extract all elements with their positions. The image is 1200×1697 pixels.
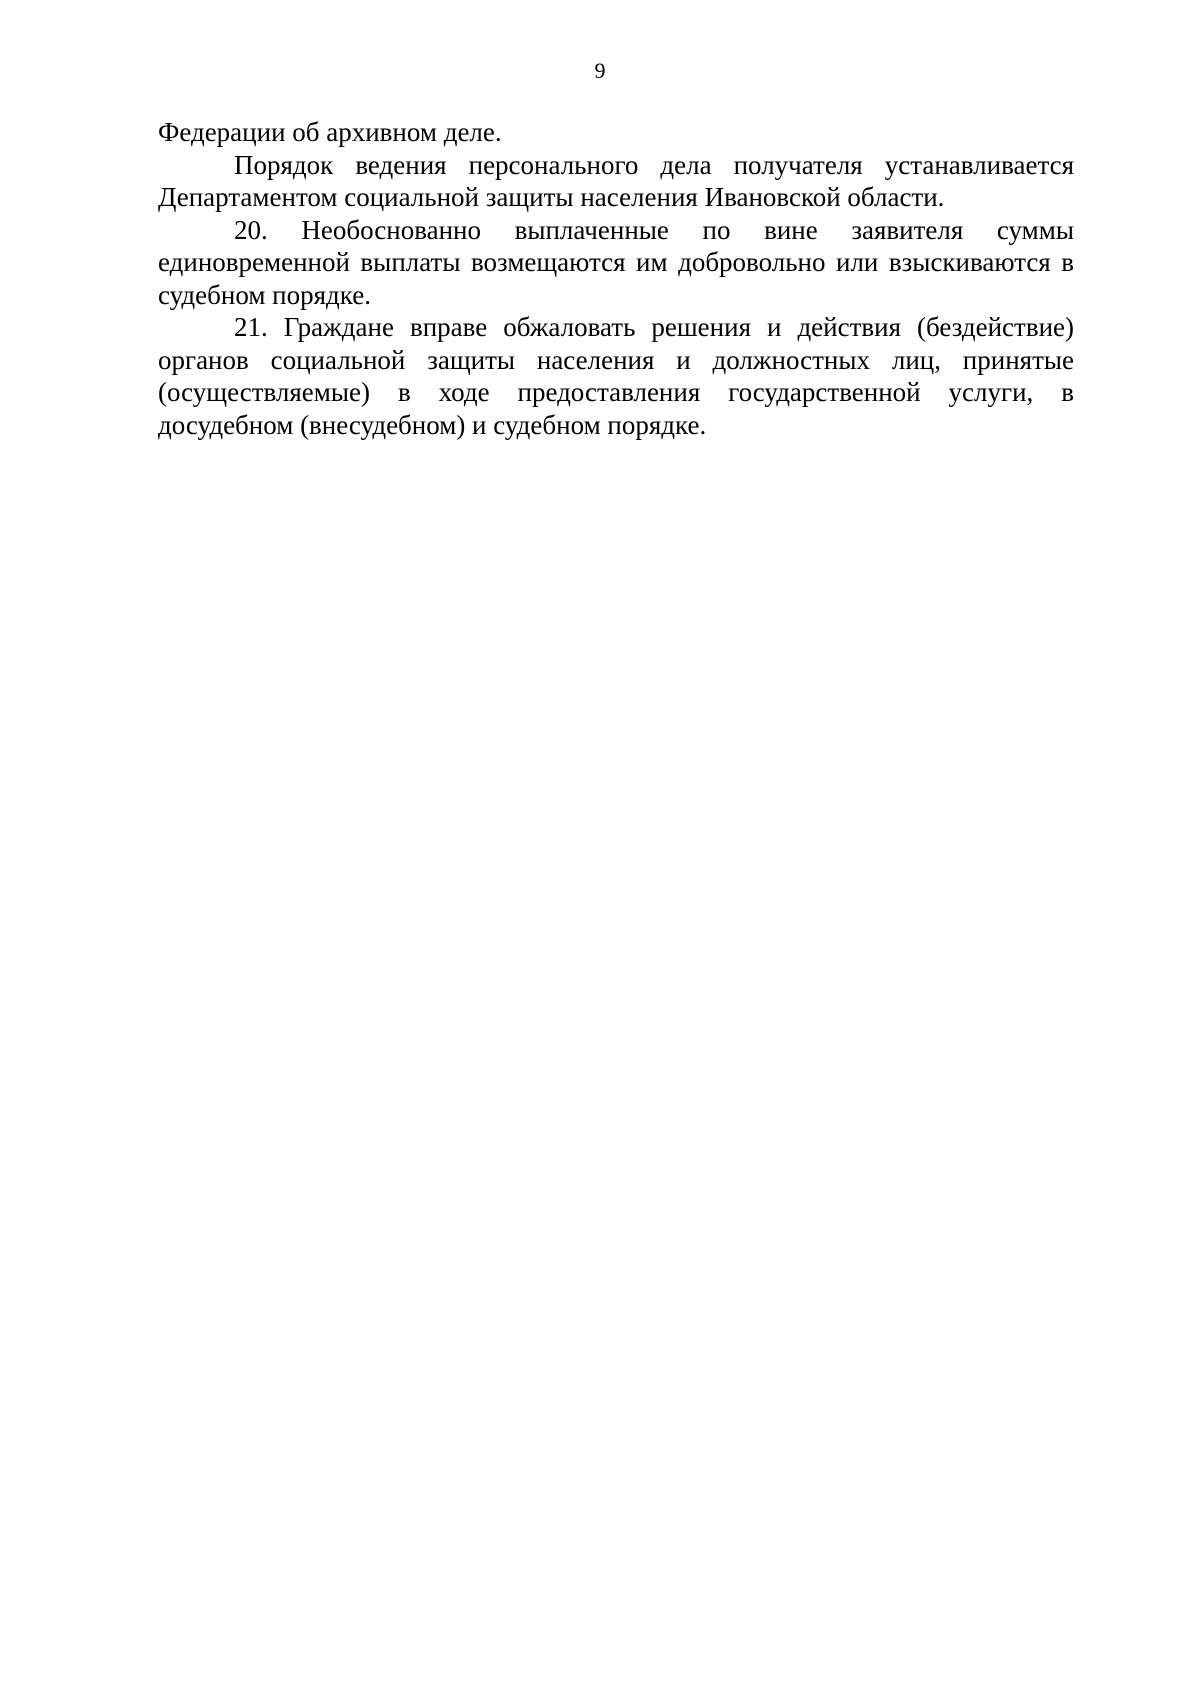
paragraph-personal-file-procedure: Порядок ведения персонального дела получателя устанавливается Департаментом социальной защиты населения Ивановской области. bbox=[158, 149, 1074, 212]
page-number: 9 bbox=[594, 58, 606, 83]
paragraph-item-21: 21. Граждане вправе обжаловать решения и действия (бездействие) органов социальной защиты населения и должностных лиц, принятые (осуществляемые) в ходе предоставления государственной услуги, в досудебном (внесудебном) и судебном порядке. bbox=[158, 312, 1074, 440]
paragraph-item-20: 20. Необоснованно выплаченные по вине заявителя суммы единовременной выплаты возмещаются им добровольно или взыскиваются в судебном порядке. bbox=[158, 214, 1074, 310]
document-body bbox=[158, 116, 1074, 441]
paragraph-continuation: Федерации об архивном деле. bbox=[158, 117, 502, 147]
